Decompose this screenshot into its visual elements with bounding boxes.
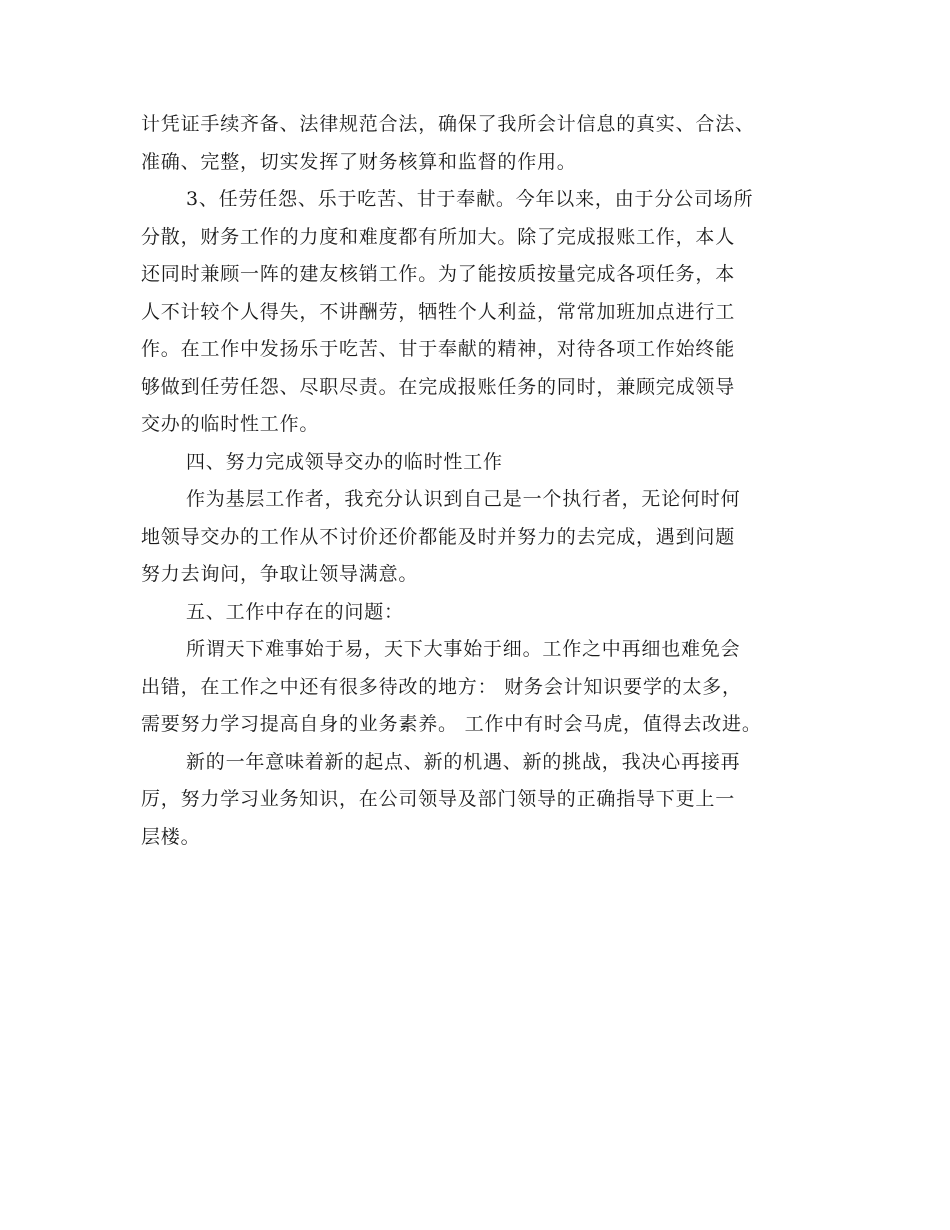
text-line: 够做到任劳任怨、尽职尽责。在完成报账任务的同时，兼顾完成领导: [141, 375, 736, 398]
text-line: 五、工作中存在的问题：: [186, 600, 404, 623]
text-line: 还同时兼顾一阵的建友核销工作。为了能按质按量完成各项任务，本: [141, 263, 736, 285]
text-line: 需要努力学习提高自身的业务素养。 工作中有时会马虎，值得去改进。: [141, 713, 762, 735]
document-body: [141, 106, 811, 856]
text-line: 新的一年意味着新的起点、新的机遇、新的挑战，我决心再接再: [186, 750, 741, 773]
text-line: 作。在工作中发扬乐于吃苦、甘于奉献的精神，对待各项工作始终能: [141, 338, 736, 360]
text-line: 四、努力完成领导交办的临时性工作: [186, 450, 503, 473]
text-line: 地领导交办的工作从不讨价还价都能及时并努力的去完成，遇到问题: [141, 525, 736, 548]
text-line: 努力去询问，争取让领导满意。: [141, 563, 419, 585]
text-line: 分散，财务工作的力度和难度都有所加大。除了完成报账工作，本人: [141, 225, 736, 248]
text-line: 计凭证手续齐备、法律规范合法，确保了我所会计信息的真实、合法、: [141, 113, 755, 135]
text-line: 准确、完整，切实发挥了财务核算和监督的作用。: [141, 150, 577, 173]
text-line: 交办的临时性工作。: [141, 413, 320, 435]
text-line: 层楼。: [141, 825, 201, 848]
text-line: 3、任劳任怨、乐于吃苦、甘于奉献。今年以来，由于分公司场所: [186, 188, 754, 210]
text-line: 所谓天下难事始于易，天下大事始于细。工作之中再细也难免会: [186, 638, 741, 660]
text-line: 出错，在工作之中还有很多待改的地方： 财务会计知识要学的太多，: [141, 675, 742, 698]
text-line: 厉，努力学习业务知识，在公司领导及部门领导的正确指导下更上一: [141, 788, 736, 810]
text-line: 人不计较个人得失，不讲酬劳，牺牲个人利益，常常加班加点进行工: [141, 300, 736, 323]
text-line: 作为基层工作者，我充分认识到自己是一个执行者，无论何时何: [186, 488, 741, 510]
